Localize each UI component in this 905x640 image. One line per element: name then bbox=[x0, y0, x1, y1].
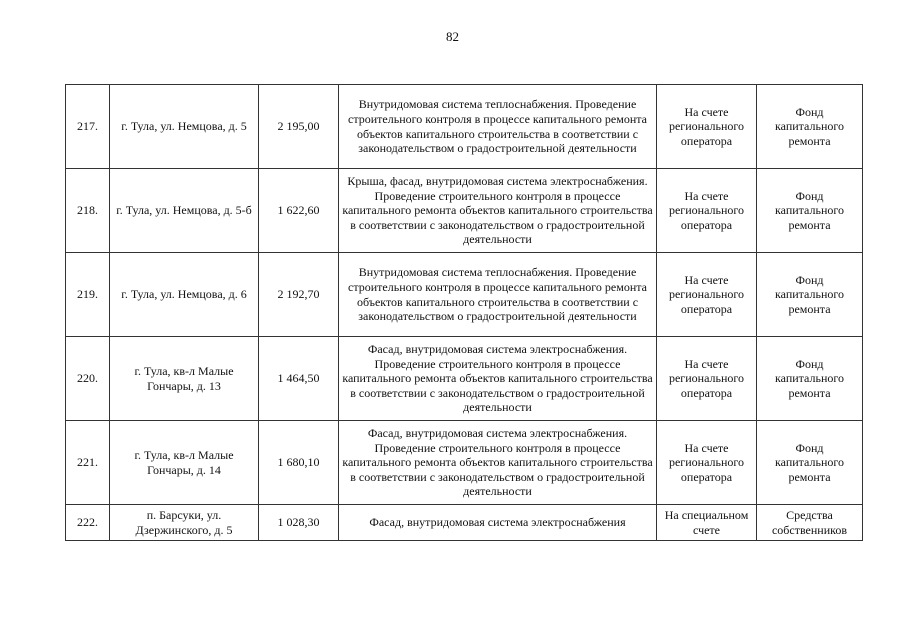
address-cell: г. Тула, кв-л Малые Гончары, д. 14 bbox=[110, 421, 259, 505]
cost-cell: 1 622,60 bbox=[259, 169, 339, 253]
row-number: 218. bbox=[66, 169, 110, 253]
repair-works-table bbox=[65, 84, 863, 541]
account-cell: На счете регионального оператора bbox=[657, 337, 757, 421]
table-row bbox=[66, 505, 863, 541]
address-cell: п. Барсуки, ул. Дзержинского, д. 5 bbox=[110, 505, 259, 541]
table-row bbox=[66, 169, 863, 253]
row-number: 220. bbox=[66, 337, 110, 421]
address-cell: г. Тула, кв-л Малые Гончары, д. 13 bbox=[110, 337, 259, 421]
account-cell: На специальном счете bbox=[657, 505, 757, 541]
works-cell: Крыша, фасад, внутридомовая система электроснабжения. Проведение строительного контроля в процессе капитального ремонта объектов капитального строительства в соответствии с законодательством о градостроительной деятельности bbox=[339, 169, 657, 253]
works-cell: Фасад, внутридомовая система электроснабжения. Проведение строительного контроля в процессе капитального ремонта объектов капитального строительства в соответствии с законодательством о градостроительной деятельности bbox=[339, 337, 657, 421]
row-number: 221. bbox=[66, 421, 110, 505]
works-cell: Фасад, внутридомовая система электроснабжения. Проведение строительного контроля в процессе капитального ремонта объектов капитального строительства в соответствии с законодательством о градостроительной деятельности bbox=[339, 421, 657, 505]
account-cell: На счете регионального оператора bbox=[657, 421, 757, 505]
table-row bbox=[66, 337, 863, 421]
funding-source-cell: Фонд капитального ремонта bbox=[757, 421, 863, 505]
address-cell: г. Тула, ул. Немцова, д. 5 bbox=[110, 85, 259, 169]
works-cell: Фасад, внутридомовая система электроснабжения bbox=[339, 505, 657, 541]
address-cell: г. Тула, ул. Немцова, д. 5-б bbox=[110, 169, 259, 253]
account-cell: На счете регионального оператора bbox=[657, 85, 757, 169]
table-row bbox=[66, 253, 863, 337]
funding-source-cell: Фонд капитального ремонта bbox=[757, 253, 863, 337]
row-number: 217. bbox=[66, 85, 110, 169]
works-cell: Внутридомовая система теплоснабжения. Проведение строительного контроля в процессе капитального ремонта объектов капитального строительства в соответствии с законодательством о градостроительной деятельности bbox=[339, 85, 657, 169]
account-cell: На счете регионального оператора bbox=[657, 253, 757, 337]
funding-source-cell: Средства собственников bbox=[757, 505, 863, 541]
funding-source-cell: Фонд капитального ремонта bbox=[757, 337, 863, 421]
funding-source-cell: Фонд капитального ремонта bbox=[757, 85, 863, 169]
table-row bbox=[66, 421, 863, 505]
cost-cell: 1 464,50 bbox=[259, 337, 339, 421]
address-cell: г. Тула, ул. Немцова, д. 6 bbox=[110, 253, 259, 337]
row-number: 219. bbox=[66, 253, 110, 337]
funding-source-cell: Фонд капитального ремонта bbox=[757, 169, 863, 253]
cost-cell: 1 028,30 bbox=[259, 505, 339, 541]
page-number: 82 bbox=[446, 29, 459, 44]
cost-cell: 2 195,00 bbox=[259, 85, 339, 169]
works-cell: Внутридомовая система теплоснабжения. Проведение строительного контроля в процессе капитального ремонта объектов капитального строительства в соответствии с законодательством о градостроительной деятельности bbox=[339, 253, 657, 337]
row-number: 222. bbox=[66, 505, 110, 541]
table-row bbox=[66, 85, 863, 169]
cost-cell: 2 192,70 bbox=[259, 253, 339, 337]
cost-cell: 1 680,10 bbox=[259, 421, 339, 505]
account-cell: На счете регионального оператора bbox=[657, 169, 757, 253]
